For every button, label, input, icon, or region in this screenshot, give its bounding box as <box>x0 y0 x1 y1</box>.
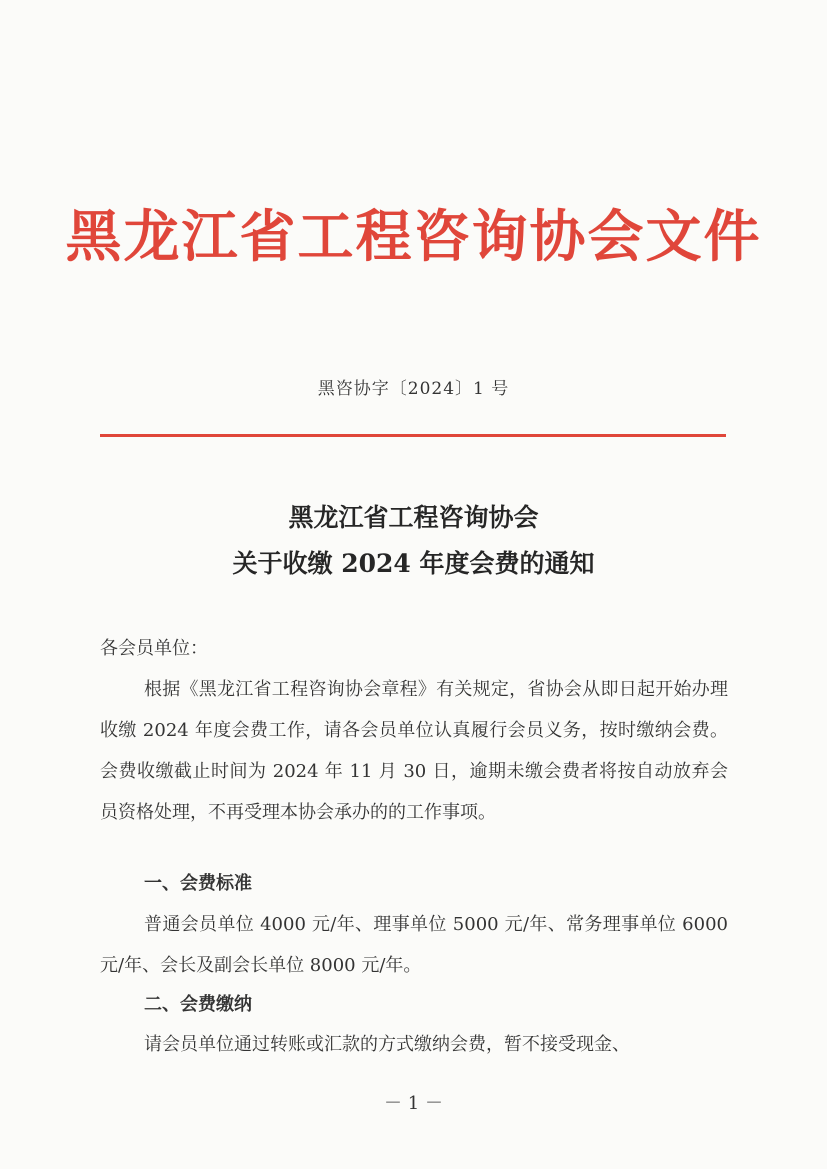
paragraph-fee-standard: 普通会员单位 4000 元/年、理事单位 5000 元/年、常务理事单位 6000 元/年、会长及副会长单位 8000 元/年。 <box>100 914 728 976</box>
document-masthead: 黑龙江省工程咨询协会文件 <box>65 205 762 270</box>
salutation: 各会员单位： <box>100 638 208 659</box>
paragraph-fee-payment: 请会员单位通过转账或汇款的方式缴纳会费，暂不接受现金、 <box>144 1034 630 1055</box>
notice-title-line-1: 黑龙江省工程咨询协会 <box>288 503 539 532</box>
page-number: － 1 － <box>384 1093 443 1114</box>
red-divider-line <box>100 434 726 437</box>
document-number: 黑咨协字〔2024〕1 号 <box>317 379 510 399</box>
section-heading-fee-payment: 二、会费缴纳 <box>144 994 252 1015</box>
section-heading-fee-standard: 一、会费标准 <box>144 873 252 894</box>
paragraph-intro: 根据《黑龙江省工程咨询协会章程》有关规定，省协会从即日起开始办理收缴 2024 年度会费工作，请各会员单位认真履行会员义务，按时缴纳会费。会费收缴截止时间为 2024 年 11 月 30 日，逾期未缴会费者将按自动放弃会员资格处理，不再受理本协会承办的的工作事项。 <box>100 679 728 823</box>
notice-title-line-2: 关于收缴 2024 年度会费的通知 <box>232 549 595 578</box>
